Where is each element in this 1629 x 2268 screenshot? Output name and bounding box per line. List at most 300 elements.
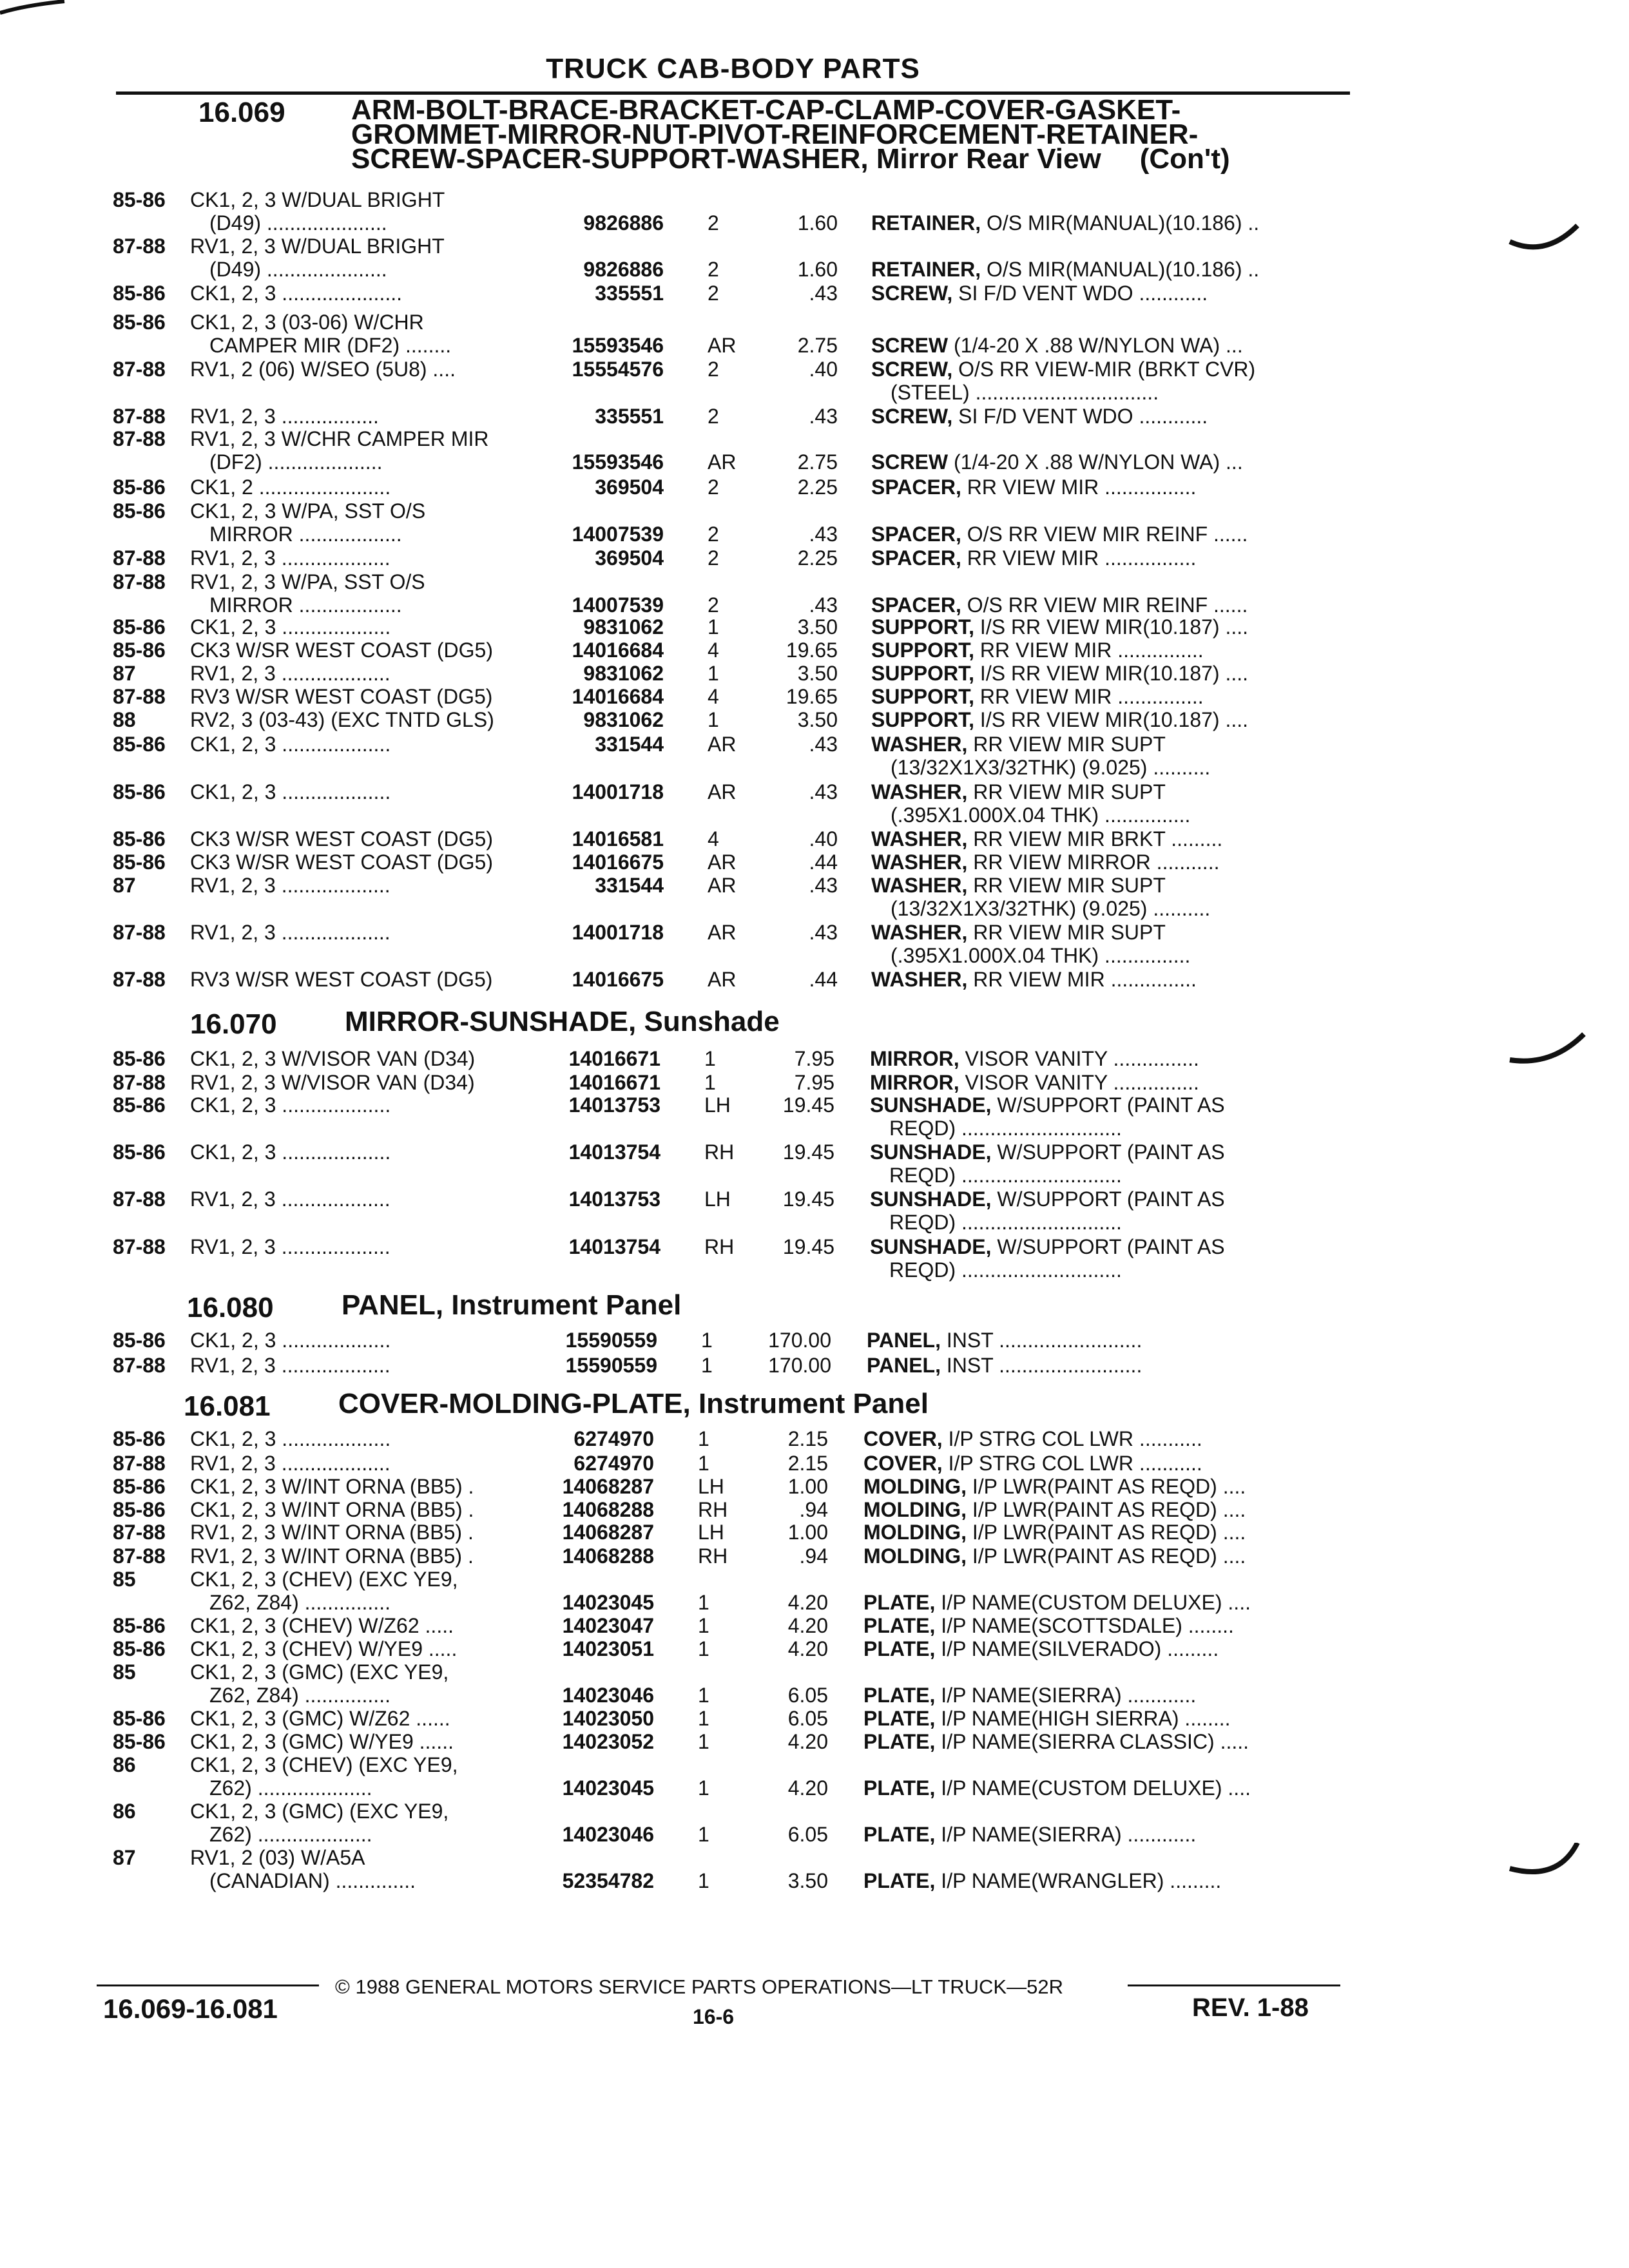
description xyxy=(871,662,1345,685)
description xyxy=(871,546,1345,570)
quantity: 2 xyxy=(708,358,719,381)
description xyxy=(871,921,1345,967)
quantity: AR xyxy=(708,968,737,991)
model-year: 87-88 xyxy=(113,1521,166,1544)
application xyxy=(190,476,543,499)
description-line xyxy=(871,405,1345,428)
application-line: RV1, 2, 3 W/INT ORNA (BB5) . xyxy=(190,1544,474,1568)
application xyxy=(190,1235,543,1258)
price: .43 xyxy=(809,593,838,617)
section-title-line xyxy=(338,1388,929,1419)
model-year: 87-88 xyxy=(113,685,166,708)
description-line xyxy=(871,708,1345,731)
description-line xyxy=(871,546,1345,570)
description-line xyxy=(871,662,1345,685)
quantity: 1 xyxy=(701,1354,713,1377)
description-line xyxy=(863,1498,1337,1521)
part-number: 15590559 xyxy=(565,1329,657,1352)
model-year: 87-88 xyxy=(113,1071,166,1094)
application-line: CK1, 2, 3 (GMC) (EXC YE9, xyxy=(190,1660,449,1684)
application xyxy=(190,311,543,357)
price: 1.60 xyxy=(797,258,838,281)
price: .43 xyxy=(809,874,838,897)
part-number: 6274970 xyxy=(574,1452,654,1475)
section-title-line xyxy=(342,1289,682,1321)
scan-mark-right-3 xyxy=(1507,1843,1590,1894)
application-line: RV1, 2, 3 ................... xyxy=(190,874,390,897)
part-number: 14013753 xyxy=(568,1093,660,1117)
part-number: 14023046 xyxy=(562,1823,654,1846)
description-line xyxy=(870,1140,1344,1164)
description-text: REQD) ............................ xyxy=(889,1211,1122,1234)
description-text: (.395X1.000X.04 THK) ............... xyxy=(891,944,1191,967)
application-line: RV3 W/SR WEST COAST (DG5) xyxy=(190,685,493,708)
description-line xyxy=(863,1591,1337,1614)
model-year: 85-86 xyxy=(113,1329,166,1352)
description-text: I/P NAME(SILVERADO) ......... xyxy=(941,1637,1219,1660)
quantity: AR xyxy=(708,450,737,474)
quantity: 4 xyxy=(708,639,719,662)
part-name: MIRROR, xyxy=(870,1071,959,1094)
quantity: LH xyxy=(698,1475,724,1498)
description-text: RR VIEW MIR SUPT xyxy=(973,874,1166,897)
quantity: 2 xyxy=(708,211,719,235)
application xyxy=(190,546,543,570)
description-line xyxy=(871,211,1345,235)
price: 2.25 xyxy=(797,546,838,570)
part-number: 14007539 xyxy=(572,593,664,617)
application xyxy=(190,662,543,685)
description-text: I/P LWR(PAINT AS REQD) .... xyxy=(972,1475,1246,1498)
quantity: LH xyxy=(698,1521,724,1544)
description-line xyxy=(871,803,1345,827)
quantity: 2 xyxy=(708,282,719,305)
part-name: SCREW, xyxy=(871,282,953,305)
part-number: 15590559 xyxy=(565,1354,657,1377)
footer-page-number: 16-6 xyxy=(693,2005,735,2028)
price: .43 xyxy=(809,733,838,756)
quantity: LH xyxy=(704,1187,731,1211)
application xyxy=(190,1047,543,1070)
application xyxy=(190,1660,543,1707)
quantity: 1 xyxy=(698,1684,709,1707)
part-number: 14013754 xyxy=(568,1235,660,1258)
application-line: CK1, 2, 3 W/VISOR VAN (D34) xyxy=(190,1047,476,1070)
description xyxy=(871,827,1345,850)
section-title-text: ARM-BOLT-BRACE-BRACKET-CAP-CLAMP-COVER-GASKET- xyxy=(351,94,1181,126)
application xyxy=(190,850,543,874)
quantity: 1 xyxy=(698,1452,709,1475)
part-number: 52354782 xyxy=(562,1869,654,1892)
part-name: SUNSHADE, xyxy=(870,1235,992,1258)
price: 1.60 xyxy=(797,211,838,235)
part-number: 14016671 xyxy=(568,1047,660,1070)
description-line xyxy=(870,1164,1344,1187)
part-name: WASHER, xyxy=(871,733,968,756)
description-text: RR VIEW MIRROR ........... xyxy=(973,850,1220,874)
part-number: 335551 xyxy=(595,282,664,305)
quantity: 4 xyxy=(708,685,719,708)
application xyxy=(190,1637,543,1660)
description xyxy=(871,968,1345,991)
quantity: LH xyxy=(704,1093,731,1117)
part-number: 15593546 xyxy=(572,334,664,357)
quantity: 2 xyxy=(708,476,719,499)
part-number: 15593546 xyxy=(572,450,664,474)
price: .43 xyxy=(809,921,838,944)
description-line xyxy=(871,282,1345,305)
description-line xyxy=(863,1684,1337,1707)
description xyxy=(863,1776,1337,1800)
description-text: O/S RR VIEW-MIR (BRKT CVR) xyxy=(958,358,1256,381)
description-text: I/P LWR(PAINT AS REQD) .... xyxy=(972,1521,1246,1544)
model-year: 86 xyxy=(113,1800,136,1823)
application-line: CK1, 2, 3 (GMC) W/YE9 ...... xyxy=(190,1730,454,1753)
description-line xyxy=(863,1707,1337,1730)
part-name: SUPPORT, xyxy=(871,615,975,639)
application-line: CK3 W/SR WEST COAST (DG5) xyxy=(190,639,493,662)
description-text: (13/32X1X3/32THK) (9.025) .......... xyxy=(891,897,1211,920)
model-year: 85-86 xyxy=(113,188,166,211)
application xyxy=(190,968,543,991)
description xyxy=(871,211,1345,235)
application xyxy=(190,1498,543,1521)
model-year: 87-88 xyxy=(113,1544,166,1568)
description-line xyxy=(871,897,1345,920)
model-year: 87-88 xyxy=(113,235,166,258)
description-line xyxy=(863,1614,1337,1637)
description xyxy=(871,733,1345,779)
application-line: RV1, 2, 3 W/CHR CAMPER MIR xyxy=(190,427,489,450)
part-name: PLATE, xyxy=(863,1614,936,1637)
model-year: 86 xyxy=(113,1753,136,1776)
application xyxy=(190,615,543,639)
section-title-text: SCREW-SPACER-SUPPORT-WASHER, xyxy=(351,143,869,175)
description-text: (1/4-20 X .88 W/NYLON WA) ... xyxy=(954,450,1243,474)
page-header-title: TRUCK CAB-BODY PARTS xyxy=(546,53,920,84)
part-number: 6274970 xyxy=(574,1427,654,1450)
application xyxy=(190,499,543,546)
price: 3.50 xyxy=(797,708,838,731)
part-name: SPACER, xyxy=(871,476,961,499)
description xyxy=(870,1093,1344,1140)
model-year: 87 xyxy=(113,874,136,897)
description xyxy=(863,1475,1337,1498)
model-year: 85-86 xyxy=(113,476,166,499)
model-year: 85-86 xyxy=(113,615,166,639)
description-text: I/P NAME(SIERRA) ............ xyxy=(941,1823,1197,1846)
description-text: (STEEL) ................................ xyxy=(891,381,1159,404)
model-year: 85-86 xyxy=(113,1498,166,1521)
description xyxy=(870,1071,1344,1094)
description-text: REQD) ............................ xyxy=(889,1164,1122,1187)
part-number: 14023050 xyxy=(562,1707,654,1730)
model-year: 87-88 xyxy=(113,570,166,593)
part-number: 14007539 xyxy=(572,523,664,546)
price: 19.65 xyxy=(786,685,838,708)
part-name: WASHER, xyxy=(871,968,968,991)
quantity: AR xyxy=(708,334,737,357)
part-name: RETAINER, xyxy=(871,211,981,235)
description-line xyxy=(870,1117,1344,1140)
description-text: O/S MIR(MANUAL)(10.186) .. xyxy=(986,258,1260,281)
description xyxy=(863,1730,1337,1753)
model-year: 85-86 xyxy=(113,850,166,874)
part-name: SUNSHADE, xyxy=(870,1140,992,1164)
description-line xyxy=(871,523,1345,546)
part-number: 14023045 xyxy=(562,1776,654,1800)
description-line xyxy=(871,944,1345,967)
application-line: CK1, 2, 3 ................... xyxy=(190,1093,391,1117)
part-number: 14023047 xyxy=(562,1614,654,1637)
part-name: PLATE, xyxy=(863,1684,936,1707)
section-title-line xyxy=(345,1006,780,1037)
price: .43 xyxy=(809,405,838,428)
description-text: RR VIEW MIR SUPT xyxy=(973,921,1166,944)
part-name: WASHER, xyxy=(871,850,968,874)
price: 2.15 xyxy=(787,1427,828,1450)
price: 3.50 xyxy=(797,615,838,639)
price: 7.95 xyxy=(794,1071,834,1094)
part-name: WASHER, xyxy=(871,780,968,803)
price: .43 xyxy=(809,523,838,546)
description xyxy=(871,523,1345,546)
application-line: Z62) .................... xyxy=(209,1823,372,1846)
footer-copyright: © 1988 GENERAL MOTORS SERVICE PARTS OPERATIONS—LT TRUCK—52R xyxy=(335,1975,1063,1998)
application-line: RV1, 2, 3 ................. xyxy=(190,405,379,428)
application-line: (D49) ..................... xyxy=(209,258,387,281)
model-year: 85-86 xyxy=(113,1730,166,1753)
part-number: 14013753 xyxy=(568,1187,660,1211)
description-line xyxy=(863,1544,1337,1568)
price: 4.20 xyxy=(787,1591,828,1614)
part-number: 14023046 xyxy=(562,1684,654,1707)
model-year: 87-88 xyxy=(113,358,166,381)
application xyxy=(190,405,543,428)
description-text: INST ......................... xyxy=(946,1354,1142,1377)
application-line: RV1, 2, 3 W/INT ORNA (BB5) . xyxy=(190,1521,474,1544)
part-name: WASHER, xyxy=(871,921,968,944)
part-name: PANEL, xyxy=(867,1329,941,1352)
description-text: O/S RR VIEW MIR REINF ...... xyxy=(967,593,1248,617)
description-text: I/P NAME(CUSTOM DELUXE) .... xyxy=(941,1591,1251,1614)
application-line: CK1, 2, 3 ................... xyxy=(190,615,391,639)
description-line xyxy=(871,334,1345,357)
quantity: RH xyxy=(698,1498,728,1521)
model-year: 85-86 xyxy=(113,827,166,850)
application-line: (DF2) .................... xyxy=(209,450,383,474)
quantity: 2 xyxy=(708,546,719,570)
price: 19.45 xyxy=(782,1093,834,1117)
application xyxy=(190,1329,543,1352)
description-line xyxy=(871,733,1345,756)
application xyxy=(190,1544,543,1568)
quantity: 1 xyxy=(698,1591,709,1614)
quantity: AR xyxy=(708,733,737,756)
description xyxy=(863,1591,1337,1614)
description-line xyxy=(871,756,1345,779)
description xyxy=(871,258,1345,281)
description-text: I/P LWR(PAINT AS REQD) .... xyxy=(972,1544,1246,1568)
description-text: W/SUPPORT (PAINT AS xyxy=(997,1235,1225,1258)
quantity: 1 xyxy=(698,1730,709,1753)
description-text: (1/4-20 X .88 W/NYLON WA) ... xyxy=(954,334,1243,357)
part-name: SCREW xyxy=(871,334,949,357)
quantity: AR xyxy=(708,921,737,944)
part-number: 369504 xyxy=(595,546,664,570)
part-number: 331544 xyxy=(595,733,664,756)
description-line xyxy=(863,1427,1337,1450)
section-title-subtitle: Sunshade xyxy=(644,1006,780,1037)
application-line: CK1, 2, 3 W/PA, SST O/S xyxy=(190,499,426,523)
description-line xyxy=(871,921,1345,944)
price: 19.45 xyxy=(782,1140,834,1164)
description xyxy=(871,639,1345,662)
footer-rule-left xyxy=(97,1984,319,1986)
scan-mark-right-2 xyxy=(1507,1031,1590,1076)
part-number: 14013754 xyxy=(568,1140,660,1164)
section-title-subtitle: Instrument Panel xyxy=(451,1289,682,1321)
part-name: SPACER, xyxy=(871,523,961,546)
application xyxy=(190,1846,543,1892)
quantity: AR xyxy=(708,874,737,897)
description-line xyxy=(870,1093,1344,1117)
description-line xyxy=(871,258,1345,281)
section-title xyxy=(345,1006,780,1037)
description-line xyxy=(871,968,1345,991)
application xyxy=(190,570,543,617)
description-text: O/S MIR(MANUAL)(10.186) .. xyxy=(986,211,1260,235)
quantity: RH xyxy=(704,1235,735,1258)
description xyxy=(863,1521,1337,1544)
application-line: CK1, 2, 3 ................... xyxy=(190,1140,391,1164)
application-line: CK3 W/SR WEST COAST (DG5) xyxy=(190,850,493,874)
application-line: RV2, 3 (03-43) (EXC TNTD GLS) xyxy=(190,708,494,731)
section-number: 16.080 xyxy=(187,1292,274,1323)
application-line: CK1, 2, 3 (CHEV) (EXC YE9, xyxy=(190,1568,458,1591)
quantity: 1 xyxy=(708,615,719,639)
description xyxy=(863,1498,1337,1521)
application xyxy=(190,685,543,708)
description-line xyxy=(871,874,1345,897)
description-text: REQD) ............................ xyxy=(889,1117,1122,1140)
price: 2.15 xyxy=(787,1452,828,1475)
description-line xyxy=(871,850,1345,874)
part-number: 14001718 xyxy=(572,780,664,803)
description xyxy=(871,282,1345,305)
model-year: 85-86 xyxy=(113,639,166,662)
description-text: RR VIEW MIR BRKT ......... xyxy=(973,827,1223,850)
description-text: SI F/D VENT WDO ............ xyxy=(958,405,1208,428)
price: .40 xyxy=(809,358,838,381)
part-name: PLATE, xyxy=(863,1776,936,1800)
part-number: 14016684 xyxy=(572,685,664,708)
section-title-text: GROMMET-MIRROR-NUT-PIVOT-REINFORCEMENT-RETAINER- xyxy=(351,119,1199,150)
model-year: 87-88 xyxy=(113,1235,166,1258)
price: 3.50 xyxy=(787,1869,828,1892)
model-year: 87-88 xyxy=(113,921,166,944)
part-number: 14023045 xyxy=(562,1591,654,1614)
description-text: W/SUPPORT (PAINT AS xyxy=(997,1187,1225,1211)
section-number: 16.081 xyxy=(184,1390,271,1422)
model-year: 85-86 xyxy=(113,1707,166,1730)
description-text: RR VIEW MIR ................ xyxy=(967,546,1197,570)
part-number: 9831062 xyxy=(583,615,664,639)
description-line xyxy=(870,1047,1344,1070)
application xyxy=(190,1568,543,1614)
application-line: CK1, 2, 3 ................... xyxy=(190,780,391,803)
part-name: MOLDING, xyxy=(863,1544,967,1568)
description xyxy=(871,593,1345,617)
description-line xyxy=(863,1730,1337,1753)
quantity: RH xyxy=(698,1544,728,1568)
quantity: 1 xyxy=(704,1047,716,1070)
price: 170.00 xyxy=(768,1329,831,1352)
quantity: AR xyxy=(708,780,737,803)
description-line xyxy=(870,1071,1344,1094)
part-number: 14016675 xyxy=(572,968,664,991)
price: 19.45 xyxy=(782,1187,834,1211)
application xyxy=(190,358,543,381)
price: 2.75 xyxy=(797,450,838,474)
application-line: (D49) ..................... xyxy=(209,211,387,235)
part-name: PLATE, xyxy=(863,1637,936,1660)
application-line: RV1, 2, 3 ................... xyxy=(190,546,390,570)
part-number: 9826886 xyxy=(583,211,664,235)
application xyxy=(190,188,543,235)
price: .43 xyxy=(809,780,838,803)
description-text: RR VIEW MIR ................ xyxy=(967,476,1197,499)
application xyxy=(190,639,543,662)
description xyxy=(863,1637,1337,1660)
application xyxy=(190,1354,543,1377)
model-year: 85-86 xyxy=(113,1093,166,1117)
description-line xyxy=(870,1211,1344,1234)
part-number: 9826886 xyxy=(583,258,664,281)
application-line: MIRROR .................. xyxy=(209,593,402,617)
application-line: CK1, 2, 3 (CHEV) W/YE9 ..... xyxy=(190,1637,458,1660)
section-title xyxy=(338,1388,929,1419)
section-title-text: MIRROR-SUNSHADE, xyxy=(345,1006,637,1037)
description-text: RR VIEW MIR ............... xyxy=(973,968,1197,991)
part-name: SUPPORT, xyxy=(871,639,975,662)
price: 4.20 xyxy=(787,1637,828,1660)
model-year: 87-88 xyxy=(113,405,166,428)
part-name: PANEL, xyxy=(867,1354,941,1377)
part-name: MIRROR, xyxy=(870,1047,959,1070)
scan-mark-top-left xyxy=(0,0,71,26)
description-line xyxy=(863,1823,1337,1846)
description xyxy=(871,334,1345,357)
part-number: 14016581 xyxy=(572,827,664,850)
part-name: SUNSHADE, xyxy=(870,1187,992,1211)
part-number: 14068287 xyxy=(562,1521,654,1544)
application-line: RV1, 2, 3 ................... xyxy=(190,662,390,685)
model-year: 85-86 xyxy=(113,1427,166,1450)
application-line: CK1, 2, 3 (CHEV) W/Z62 ..... xyxy=(190,1614,454,1637)
description xyxy=(870,1235,1344,1282)
part-number: 14023051 xyxy=(562,1637,654,1660)
quantity: 1 xyxy=(698,1776,709,1800)
price: 6.05 xyxy=(787,1823,828,1846)
description-text: I/P NAME(CUSTOM DELUXE) .... xyxy=(941,1776,1251,1800)
description-line xyxy=(871,358,1345,381)
quantity: 1 xyxy=(698,1869,709,1892)
part-name: SUPPORT, xyxy=(871,708,975,731)
application-line: CK1, 2, 3 W/INT ORNA (BB5) . xyxy=(190,1475,474,1498)
application-line: CK1, 2, 3 ..................... xyxy=(190,282,402,305)
description-line xyxy=(867,1354,1340,1377)
